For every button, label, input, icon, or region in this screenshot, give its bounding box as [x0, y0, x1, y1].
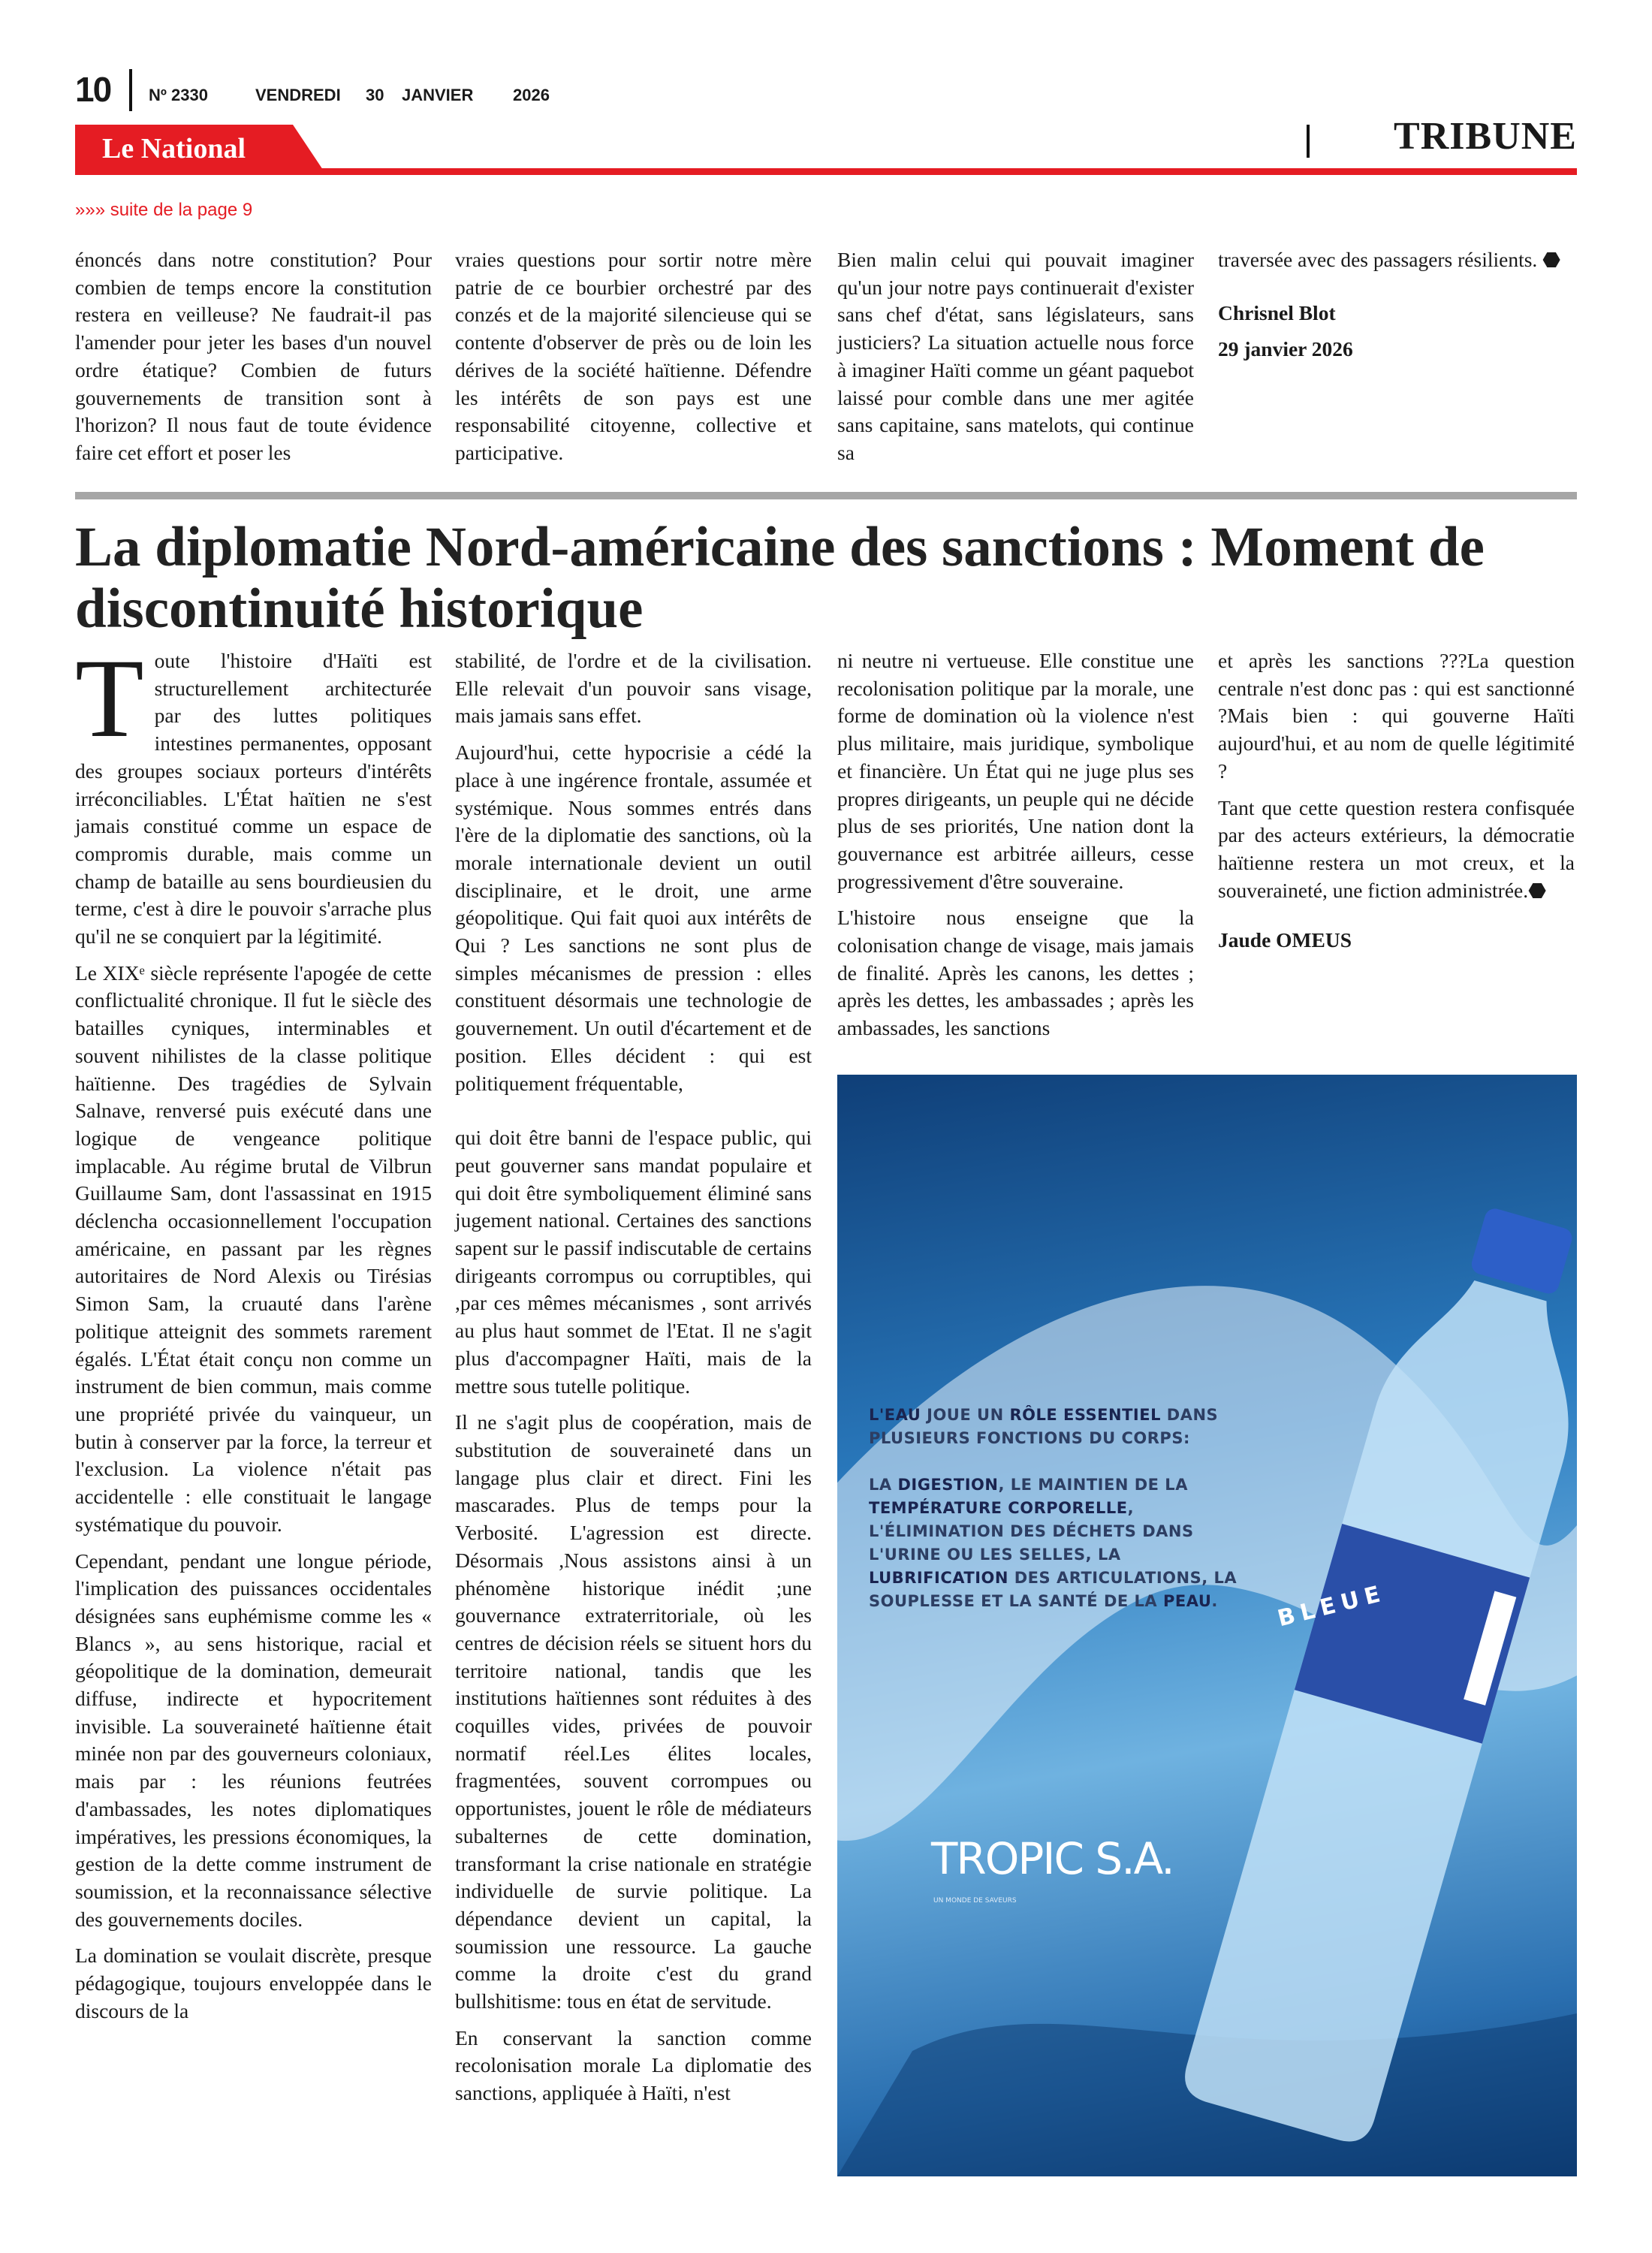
prev-column-4: [1218, 246, 1575, 372]
paragraph: En conservant la sanction comme recolonisation morale La diplomatie des sanctions, appliquée à Haïti, n'est: [455, 2025, 812, 2105]
article-column-2: [455, 647, 812, 2116]
product-label: BLEUE: [1274, 1579, 1389, 1633]
brand-logo: Le National: [102, 133, 246, 164]
prev-column-1: [75, 246, 432, 476]
month: JANVIER: [402, 86, 474, 104]
year: 2026: [513, 86, 550, 104]
header-rule: [75, 168, 1577, 175]
bottle-cap: [1470, 1206, 1575, 1296]
divider: [129, 69, 132, 111]
paragraph: oute l'histoire d'Haïti est structurellement architecturée par des luttes politiques intestines permanentes, opposant des groupes sociaux porteurs d'intérêts irréconciliables. L'État haïtien ne s'est jamais constitué comme un espace de compromis durable, mais comme un champ de bataille au sens bourdieusien du terme, c'est à dire le pouvoir s'arrache plus qu'il ne se conquiert par la légitimité.: [75, 649, 432, 949]
divider: [1307, 125, 1310, 158]
paragraph: énoncés dans notre constitution? Pour combien de temps encore la constitution restera en veilleuse? Ne faudrait-il pas l'amender pour jeter les bases d'un nouvel ordre étatique? Combien de futurs gouvernements de transition sont à l'horizon? Il nous faut de toute évidence faire cet effort et poser les: [75, 248, 432, 464]
paragraph: Bien malin celui qui pouvait imaginer qu'un jour notre pays continuerait d'exister sans chef d'état, sans législateurs, sans justiciers? La situation actuelle nous force à imaginer Haïti comme un géant paquebot laissé pour comble dans une mer agitée sans capitaine, sans matelots, qui continue sa: [837, 248, 1194, 464]
weekday: VENDREDI: [255, 86, 341, 104]
bottle-illustration: [837, 1075, 1577, 2176]
section-title: TRIBUNE: [1394, 115, 1577, 158]
day: 30: [366, 86, 384, 104]
paragraph: et après les sanctions ???La question centrale n'est donc pas : qui est sanctionné ?Mais bien : qui gouverne Haïti aujourd'hui, et au nom de quelle légitimité ?: [1218, 649, 1575, 783]
paragraph: Le XIXᵉ siècle représente l'apogée de cette conflictualité chronique. Il fut le siècle des batailles cyniques, interminables et souvent nihilistes de la classe politique haïtienne. Des tragédies de Sylvain Salnave, renversé puis exécuté dans une logique de vengeance politique implacable. Au régime brutal de Vilbrun Guillaume Sam, dont l'assassinat en 1915 déclencha occasionnellement l'occupation américaine, en passant par les règnes autoritaires de Nord Alexis ou Tirésias Simon Sam, la cruauté dans l'arène politique atteignit des sommets rarement égalés. L'État était conçu non comme un instrument de bien commun, mais comme une propriété privée du vainqueur, un butin à conserver par la force, la terreur et l'exclusion. La violence n'était pas accidentelle : elle constituait le langage systématique du pouvoir.: [75, 961, 432, 1536]
prev-column-3: [837, 246, 1194, 476]
article-column-1: [75, 636, 432, 2034]
article-column-3: [837, 647, 1194, 1051]
paragraph: qui doit être banni de l'espace public, qui peut gouverner sans mandat populaire et qui doit être symboliquement éliminé sans jugement national. Certaines des sanctions sapent sur le passif indiscutable de certains dirigeants corrompus ou corruptibles, qui ,par ces mêmes mécanismes , sont arrivés au plus haut sommet de l'Etat. Il ne s'agit plus d'accompagner Haïti, mais de la mettre sous tutelle politique.: [455, 1126, 812, 1398]
tropic-logo: TROPIC S.A.: [931, 1833, 1174, 1884]
prev-column-2: [455, 246, 812, 476]
paragraph: traversée avec des passagers résilients. ⬣: [1218, 248, 1561, 271]
article-column-4: [1218, 647, 1575, 964]
date: 29 janvier 2026: [1218, 337, 1353, 361]
issue-number: Nº 2330: [149, 86, 208, 104]
paragraph: L'histoire nous enseigne que la colonisation change de visage, mais jamais de finalité. Après les canons, les dettes ; après les dettes, les ambassades ; après les ambassades, les sanctions: [837, 906, 1194, 1040]
paragraph: Il ne s'agit plus de coopération, mais de substitution de souveraineté dans un langage plus clair et direct. Fini les mascarades. Plus de temps pour la Verbosité. L'agression est directe. Désormais ,Nous assistons ainsi à un phénomène historique inédit ;une gouvernance extraterritoriale, où les centres de décision réels se situent hors du territoire national, tandis que les institutions haïtiennes sont réduites à des coquilles vides, privées de pouvoir normatif réel.Les élites locales, fragmentées, souvent corrompues ou opportunistes, jouent le rôle de médiateurs subalternes de cette domination, transformant la crise nationale en stratégie individuelle de survie politique. La dépendance devient un capital, la soumission une ressource. La gauche comme la droite c'est du grand bullshitisme: tous en état de servitude.: [455, 1410, 812, 2013]
paragraph: vraies questions pour sortir notre mère patrie de ce bourbier orchestré par des conzés et de la majorité silencieuse qui se contente d'observer de près ou de loin les dérives de la société haïtienne. Défendre les intérêts de son pays est une responsabilité citoyenne, collective et participative.: [455, 248, 812, 464]
paragraph: stabilité, de l'ordre et de la civilisation. Elle relevait d'un pouvoir sans visage, mais jamais sans effet.: [455, 649, 812, 728]
paragraph: Cependant, pendant une longue période, l'implication des puissances occidentales désignées sans euphémisme comme les « Blancs », au sens historique, racial et géopolitique de la domination, demeurait diffuse, indirecte et hypocritement invisible. La souveraineté haïtienne était minée non par des gouverneurs coloniaux, mais par : les réunions feutrées d'ambassades, les notes diplomatiques impératives, les pressions économiques, la gestion de la dette comme instrument de soumission, et la reconnaissance sélective des gouvernements dociles.: [75, 1549, 432, 1931]
article-title: La diplomatie Nord-américaine des sanctions : Moment de discontinuité historique: [75, 516, 1485, 640]
author: Chrisnel Blot: [1218, 300, 1336, 324]
paragraph: La domination se voulait discrète, presque pédagogique, toujours enveloppée dans le discours de la: [75, 1944, 432, 2022]
drop-cap: T: [75, 636, 144, 761]
paragraph: Aujourd'hui, cette hypocrisie a cédé la place à une ingérence frontale, assumée et systémique. Nous sommes entrés dans l'ère de la diplomatie des sanctions, où la morale internationale devient un outil disciplinaire, et le droit, une arme géopolitique. Qui fait quoi aux intérêts de Qui ? Les sanctions ne sont plus de simples mécanismes de pression : elles constituent désormais une technologie de gouvernement. Un outil d'écartement et de position. Elles décident : qui est politiquement fréquentable,: [455, 740, 812, 1095]
paragraph: Tant que cette question restera confisquée par des acteurs extérieurs, la démocratie haïtienne restera un mot creux, et la souveraineté, une fiction administrée.⬣: [1218, 795, 1575, 902]
tropic-water-advertisement[interactable]: [837, 1075, 1577, 2176]
author: Jaude OMEUS: [1218, 928, 1352, 952]
page-number: 10: [75, 70, 111, 109]
paragraph: ni neutre ni vertueuse. Elle constitue une recolonisation politique par la morale, une forme de domination où la violence n'est plus militaire, mais juridique, symbolique et financière. Un État qui ne juge plus ses propres dirigeants, un peuple qui ne décide plus de ses priorités, Une nation dont la gouvernance est arbitrée ailleurs, cesse progressivement d'être souveraine.: [837, 649, 1194, 893]
article-separator: [75, 492, 1577, 499]
continued-from[interactable]: »»» suite de la page 9: [75, 200, 253, 220]
tagline: UN MONDE DE SAVEURS: [933, 1897, 1017, 1905]
ad-copy: L'EAU JOUE UN RÔLE ESSENTIEL DANS PLUSIEURS FONCTIONS DU CORPS: LA DIGESTION, LE MAINTIEN DE LA TEMPÉRATURE CORPORELLE, L'ÉLIMINATION DES DÉCHETS DANS L'URINE OU LES SELLES, LA LUBRIFICATION DES ARTICULATIONS, LA SOUPLESSE ET LA SANTÉ DE LA PEAU.: [869, 1406, 1237, 1610]
